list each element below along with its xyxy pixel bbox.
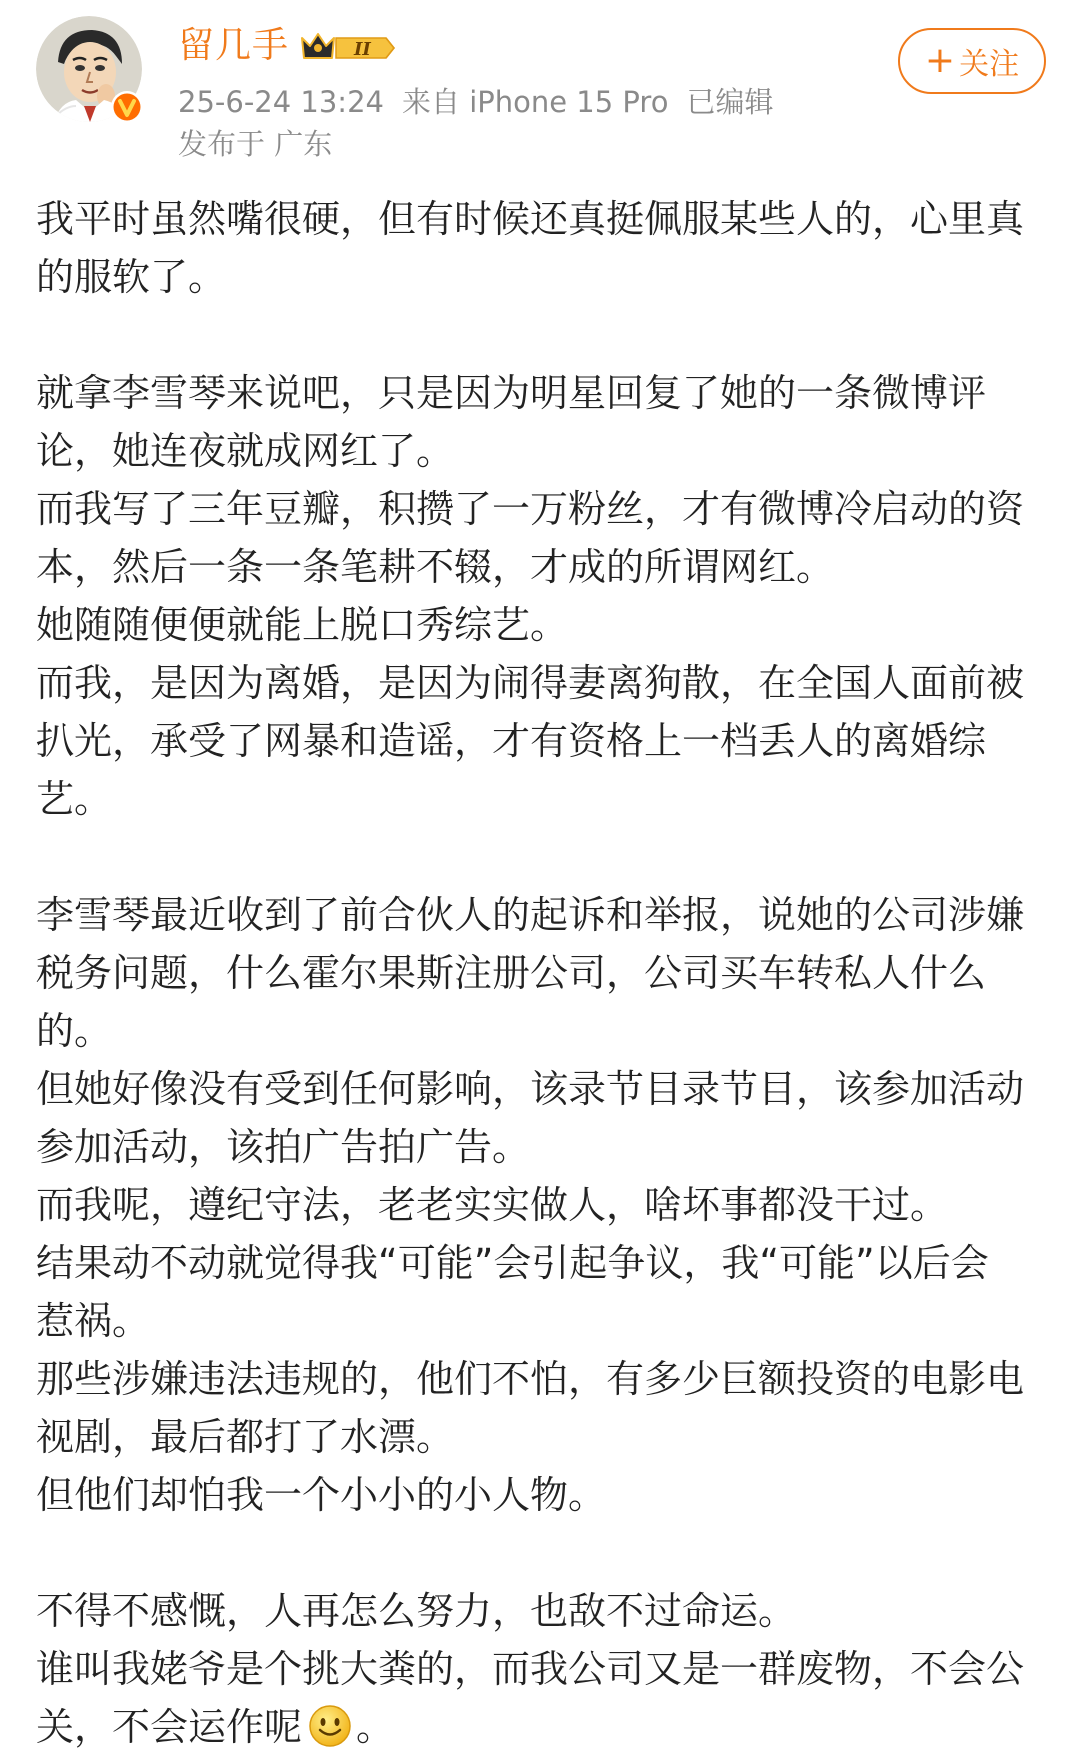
post-paragraph: 但他们却怕我一个小小的小人物。 bbox=[36, 1473, 607, 1517]
plus-icon: + bbox=[924, 40, 956, 81]
post-body bbox=[36, 190, 1026, 1756]
paragraph-gap bbox=[36, 306, 1026, 364]
edited-label[interactable]: 已编辑 bbox=[686, 85, 774, 119]
post-paragraph: 就拿李雪琴来说吧，只是因为明星回复了她的一条微博评论，她连夜就成网红了。 bbox=[36, 371, 987, 473]
post-paragraph-last bbox=[36, 1640, 1026, 1756]
paragraph-gap bbox=[36, 1524, 1026, 1582]
verified-badge bbox=[110, 90, 144, 124]
post-paragraph: 结果动不动就觉得我“可能”会引起争议，我“可能”以后会惹祸。 bbox=[36, 1241, 989, 1343]
post-paragraph: 她随随便便就能上脱口秀综艺。 bbox=[36, 603, 569, 647]
post-paragraph: 但她好像没有受到任何影响，该录节目录节目，该参加活动参加活动，该拍广告拍广告。 bbox=[36, 1067, 1025, 1169]
post-location: 发布于 广东 bbox=[178, 127, 333, 161]
follow-button[interactable] bbox=[898, 28, 1046, 94]
post-paragraph-text: 谁叫我姥爷是个挑大粪的，而我公司又是一群废物，不会公关，不会运作呢 bbox=[36, 1647, 1025, 1749]
post-paragraph: 那些涉嫌违法违规的，他们不怕，有多少巨额投资的电影电视剧，最后都打了水漂。 bbox=[36, 1357, 1025, 1459]
follow-label: 关注 bbox=[959, 47, 1020, 82]
username[interactable]: 留几手 bbox=[178, 25, 290, 66]
crown-vip-badge-icon bbox=[300, 28, 398, 64]
ending-punctuation: 。 bbox=[356, 1705, 395, 1749]
post-paragraph: 而我呢，遵纪守法，老老实实做人，啥坏事都没干过。 bbox=[36, 1183, 949, 1227]
vip-badge[interactable] bbox=[300, 28, 398, 64]
paragraph-gap bbox=[36, 828, 1026, 886]
post-paragraph: 我平时虽然嘴很硬，但有时候还真挺佩服某些人的，心里真的服软了。 bbox=[36, 197, 1025, 299]
post-source: 来自 iPhone 15 Pro bbox=[401, 85, 669, 119]
vip-level-text: II bbox=[354, 39, 371, 60]
post-timestamp: 25-6-24 13:24 bbox=[178, 85, 384, 119]
post-paragraph: 不得不感慨，人再怎么努力，也敌不过命运。 bbox=[36, 1589, 797, 1633]
verified-v-icon bbox=[110, 90, 144, 124]
post-paragraph: 而我，是因为离婚，是因为闹得妻离狗散，在全国人面前被扒光，承受了网暴和造谣，才有资格上一档丢人的离婚综艺。 bbox=[36, 661, 1025, 821]
post-meta bbox=[178, 82, 791, 122]
post-paragraph: 李雪琴最近收到了前合伙人的起诉和举报，说她的公司涉嫌税务问题，什么霍尔果斯注册公司，公司买车转私人什么的。 bbox=[36, 893, 1025, 1053]
smile-emoji-icon bbox=[308, 1704, 352, 1748]
post-paragraph: 而我写了三年豆瓣，积攒了一万粉丝，才有微博冷启动的资本，然后一条一条笔耕不辍，才成的所谓网红。 bbox=[36, 487, 1025, 589]
